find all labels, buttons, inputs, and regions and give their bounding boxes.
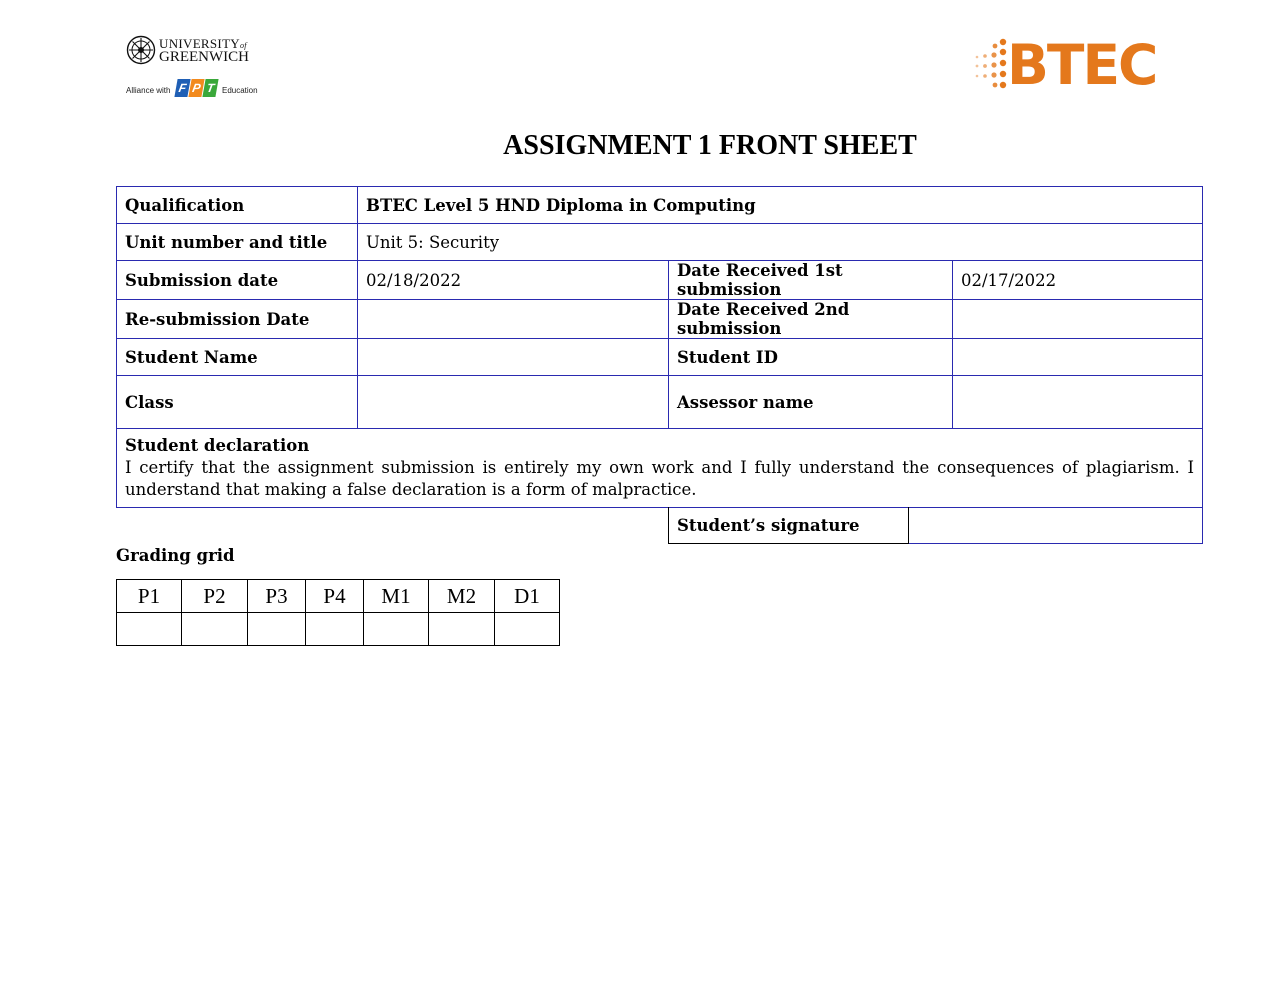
grading-grid-label: Grading grid [116,546,235,565]
grade-value-p3[interactable] [248,613,306,646]
signature-value[interactable] [909,507,1203,544]
declaration-title: Student declaration [125,436,310,455]
btec-logo [970,33,1166,98]
student-id-label: Student ID [669,339,953,376]
date-received-2-value[interactable] [953,300,1203,339]
grade-value-p2[interactable] [182,613,248,646]
education-text: Education [222,86,258,95]
resubmission-date-label: Re-submission Date [117,300,358,339]
declaration-cell [117,429,1203,508]
fpt-logo [176,79,218,97]
grade-header-m1: M1 [364,580,429,613]
student-row [117,339,1203,376]
student-name-label: Student Name [117,339,358,376]
unit-value: Unit 5: Security [358,224,1203,261]
front-sheet-table [116,186,1203,508]
grading-value-row [117,613,560,646]
greenwich-fpt-logo [126,34,258,102]
grade-value-m2[interactable] [429,613,495,646]
fpt-letter-t: T [202,79,218,97]
alliance-text: Alliance with [126,86,171,95]
declaration-text: I certify that the assignment submission is entirely my own work and I fully understand the consequences of plagiarism. I understand that making a false declaration is a form of malpractice. [125,458,1195,499]
submission-row [117,261,1203,300]
signature-table [668,507,1203,544]
btec-dots-icon [970,36,1010,96]
date-received-1-value: 02/17/2022 [953,261,1203,300]
assessor-label: Assessor name [669,376,953,429]
university-text: UNIVERSITYof [159,36,247,51]
student-id-value[interactable] [953,339,1203,376]
grade-value-p4[interactable] [306,613,364,646]
declaration-row [117,429,1203,508]
university-of-text: of [240,41,247,50]
fpt-letter-p: P [188,79,204,97]
resubmission-date-value[interactable] [358,300,669,339]
class-label: Class [117,376,358,429]
resubmission-row [117,300,1203,339]
grading-grid [116,579,560,646]
assessor-value[interactable] [953,376,1203,429]
student-name-value[interactable] [358,339,669,376]
btec-wordmark: BTEC [1007,33,1157,97]
date-received-1-label: Date Received 1st submission [669,261,953,300]
grade-header-p4: P4 [306,580,364,613]
unit-row [117,224,1203,261]
grade-header-p3: P3 [248,580,306,613]
qualification-label: Qualification [117,187,358,224]
grade-header-d1: D1 [495,580,560,613]
qualification-row [117,187,1203,224]
grade-header-m2: M2 [429,580,495,613]
grade-header-p2: P2 [182,580,248,613]
grading-header-row [117,580,560,613]
date-received-2-label: Date Received 2nd submission [669,300,953,339]
grade-value-m1[interactable] [364,613,429,646]
grade-value-d1[interactable] [495,613,560,646]
fpt-letter-f: F [174,79,190,97]
submission-date-label: Submission date [117,261,358,300]
unit-label: Unit number and title [117,224,358,261]
greenwich-text: GREENWICH [159,49,249,65]
grade-value-p1[interactable] [117,613,182,646]
grade-header-p1: P1 [117,580,182,613]
page-title: ASSIGNMENT 1 FRONT SHEET [503,130,917,161]
submission-date-value: 02/18/2022 [358,261,669,300]
signature-label: Student’s signature [669,507,909,544]
class-row [117,376,1203,429]
greenwich-crest-icon [126,35,156,65]
qualification-value: BTEC Level 5 HND Diploma in Computing [358,187,1203,224]
class-value[interactable] [358,376,669,429]
